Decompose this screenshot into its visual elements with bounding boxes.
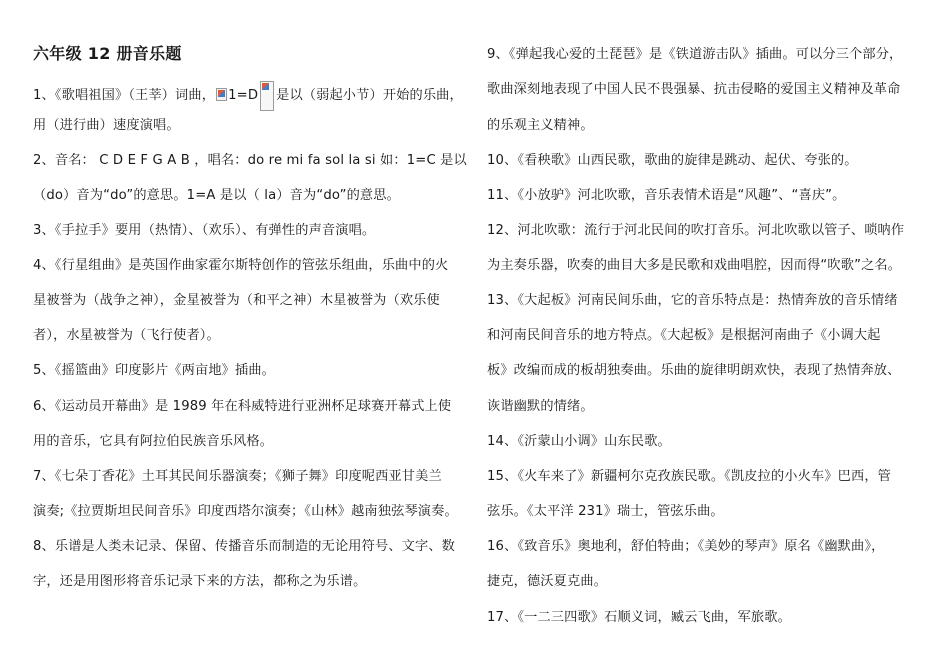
- text-line: 的乐观主义精神。: [487, 118, 594, 133]
- text-line: 16、《致音乐》奥地利，舒伯特曲；《美妙的琴声》原名《幽默曲》，: [487, 539, 885, 554]
- q1-lead: 、《歌唱祖国》（王莘）词曲，: [41, 88, 216, 103]
- text-line: （do）音为“do”的意思。1=A 是以（ la）音为“do”的意思。: [33, 188, 400, 203]
- text-line: 为主奏乐器，吹奏的曲目大多是民歌和戏曲唱腔，因而得“吹歌”之名。: [487, 258, 902, 273]
- text-line: 9、《弹起我心爱的土琵琶》是《铁道游击队》插曲。可以分三个部分，: [487, 47, 903, 62]
- q1-tail: 是以（弱起小节）开始的乐曲，: [276, 88, 463, 103]
- text-line: 2、音名： C D E F G A B ，唱名：do re mi fa sol la si 如：1=C 是以: [33, 153, 467, 168]
- text-line: 诙谐幽默的情绪。: [487, 399, 594, 414]
- page-title: 六年级 12 册音乐题: [33, 44, 182, 63]
- q1-key: 1=D: [228, 88, 259, 103]
- text-line: 4、《行星组曲》是英国作曲家霍尔斯特创作的管弦乐组曲，乐曲中的火: [33, 258, 449, 273]
- text-line: 字，还是用图形将音乐记录下来的方法，都称之为乐谱。: [33, 574, 367, 589]
- broken-image-icon: [216, 88, 227, 101]
- text-line: 和河南民间音乐的地方特点。《大起板》是根据河南曲子《小调大起: [487, 328, 881, 343]
- text-line: 3、《手拉手》要用（热情）、（欢乐）、有弹性的声音演唱。: [33, 223, 376, 238]
- text-line: 捷克，德沃夏克曲。: [487, 574, 608, 589]
- text-line: 6、《运动员开幕曲》是 1989 年在科威特进行亚洲杯足球赛开幕式上使: [33, 399, 452, 414]
- text-line: 10、《看秧歌》山西民歌，歌曲的旋律是跳动、起伏、夸张的。: [487, 153, 858, 168]
- text-line: 12、河北吹歌：流行于河北民间的吹打音乐。河北吹歌以管子、唢呐作: [487, 223, 905, 238]
- text-line: 星被誉为（战争之神），金星被誉为（和平之神）木星被誉为（欢乐使: [33, 293, 440, 308]
- text-line: 7、《七朵丁香花》土耳其民间乐器演奏；《狮子舞》印度呢西亚甘美兰: [33, 469, 442, 484]
- text-line: 13、《大起板》河南民间乐曲，它的音乐特点是：热情奔放的音乐情绪: [487, 293, 898, 308]
- text-line: 15、《火车来了》新疆柯尔克孜族民歌。《凯皮拉的小火车》巴西，管: [487, 469, 892, 484]
- text-line: 11、《小放驴》河北吹歌，音乐表情术语是“风趣”、“喜庆”。: [487, 188, 846, 203]
- text-line: 17、《一二三四歌》石顺义词，臧云飞曲，军旅歌。: [487, 610, 791, 625]
- text-line: 8、乐谱是人类未记录、保留、传播音乐而制造的无论用符号、文字、数: [33, 539, 455, 554]
- text-line: 用（进行曲）速度演唱。: [33, 118, 180, 133]
- text-line: 弦乐。《太平洋 231》瑞士，管弦乐曲。: [487, 504, 724, 519]
- q1-number: 1: [33, 88, 42, 103]
- text-line: 演奏;《拉贾斯坦民间音乐》印度西塔尔演奏；《山林》越南独弦琴演奏。: [33, 504, 458, 519]
- text-line: 歌曲深刻地表现了中国人民不畏强暴、抗击侵略的爱国主义精神及革命: [487, 82, 901, 97]
- text-line: 板》改编而成的板胡独奏曲。乐曲的旋律明朗欢快，表现了热情奔放、: [487, 363, 901, 378]
- broken-image-icon: [260, 81, 274, 111]
- text-line: 者），水星被誉为（飞行使者）。: [33, 328, 220, 343]
- text-line: 14、《沂蒙山小调》山东民歌。: [487, 434, 671, 449]
- text-line: 5、《摇篮曲》印度影片《两亩地》插曲。: [33, 363, 276, 378]
- text-line: 用的音乐，它具有阿拉伯民族音乐风格。: [33, 434, 274, 449]
- question-1: [33, 81, 463, 111]
